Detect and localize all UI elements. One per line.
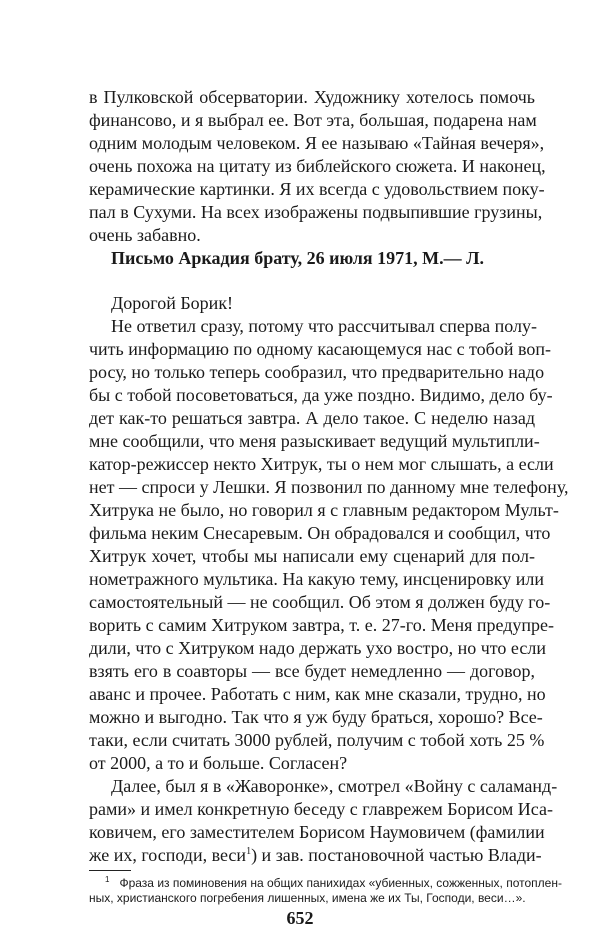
text-line: Хитрук хочет, чтобы мы написали ему сценарий для пол- — [89, 546, 535, 566]
text-fragment: же их, господи, веси — [89, 845, 247, 865]
text-line: одним молодым человеком. Я ее называю «Тайная вечеря», — [89, 133, 545, 153]
footnote-mark: 1 — [105, 875, 110, 884]
letter-heading: Письмо Аркадия брату, 26 июля 1971, М.— Л. — [111, 248, 484, 268]
text-line: Далее, был я в «Жаворонке», смотрел «Войну с саламанд- — [111, 776, 558, 796]
text-line: нет — спроси у Лешки. Я позвонил по данному мне телефону, — [89, 477, 569, 497]
text-line: очень забавно. — [89, 225, 201, 245]
text-line: Не ответил сразу, потому что рассчитывал сперва полу- — [111, 316, 538, 336]
text-line: бы с тобой посоветоваться, да уже поздно. Видимо, дело бу- — [89, 385, 553, 405]
page-number: 652 — [286, 908, 314, 928]
text-line: от 2000, а то и больше. Согласен? — [89, 753, 348, 773]
footnote-divider — [89, 870, 131, 871]
text-line-with-footnote — [89, 844, 542, 866]
text-line: фильма неким Снесаревым. Он обрадовался и сообщил, что — [89, 523, 551, 543]
footnote-line: ных, христианского погребения лишенных, имена же их Ты, Господи, веси…». — [89, 891, 526, 905]
text-line: дет как-то решаться завтра. А дело такое. С неделю назад — [89, 408, 535, 428]
text-line: Хитрука не было, но говорил я с главным редактором Мульт- — [89, 500, 559, 520]
text-line: нометражного мультика. На какую тему, инсценировку или — [89, 569, 545, 589]
text-line: дили, что с Хитруком надо держать ухо востро, но что если — [89, 638, 546, 658]
text-line: можно и выгодно. Так что я уж буду браться, хорошо? Все- — [89, 707, 543, 727]
text-line: ворить с самим Хитруком завтра, т. е. 27-го. Меня предупре- — [89, 615, 555, 635]
footnote-text: Фраза из поминовения на общих панихидах «убиенных, сожженных, потоплен- — [119, 876, 562, 890]
text-line: чить информацию по одному касающемуся нас с тобой воп- — [89, 339, 551, 359]
text-line: росу, но только теперь сообразил, что предварительно надо — [89, 362, 545, 382]
text-line: пал в Сухуми. На всех изображены подвыпившие грузины, — [89, 202, 543, 222]
text-line: финансово, и я выбрал ее. Вот эта, большая, подарена нам — [89, 110, 537, 130]
text-line: катор-режиссер некто Хитрук, ты о нем мог слышать, а если — [89, 454, 554, 474]
text-line: керамические картинки. Я их всегда с удовольствием поку- — [89, 179, 545, 199]
text-line: самостоятельный — не сообщил. Об этом я должен буду го- — [89, 592, 551, 612]
footnote-line — [105, 875, 562, 891]
text-line: очень похожа на цитату из библейского сюжета. И наконец, — [89, 156, 546, 176]
letter-greeting: Дорогой Борик! — [111, 293, 234, 313]
text-fragment: ) и зав. постановочной частью Влади- — [251, 845, 542, 865]
text-line: мне сообщили, что меня разыскивает ведущий мультипли- — [89, 431, 540, 451]
footnote-reference: 1 — [246, 846, 252, 857]
text-line: таки, если считать 3000 рублей, получим с тобой хоть 25 % — [89, 730, 545, 750]
text-line: аванс и прочее. Работать с ним, как мне сказали, трудно, но — [89, 684, 546, 704]
text-line: рами» и имел конкретную беседу с главрежем Борисом Иса- — [89, 799, 553, 819]
text-line: ковичем, его заместителем Борисом Наумовичем (фамилии — [89, 822, 545, 842]
text-line: взять его в соавторы — все будет немедленно — договор, — [89, 661, 535, 681]
text-line: в Пулковской обсерватории. Художнику хотелось помочь — [89, 87, 535, 107]
